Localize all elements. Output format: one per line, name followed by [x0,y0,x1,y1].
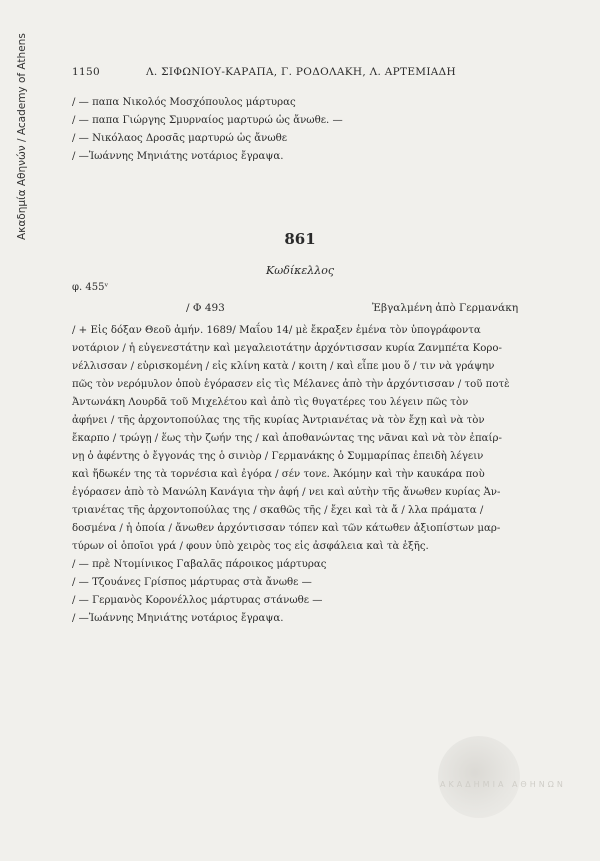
signature-line: / — παπα Γιώργης Σμυρναίος μαρτυρώ ὡς ἄνωθε. — [72,115,343,126]
folio-reference: φ. 455ᵛ [72,282,109,293]
source-note: Ἐβγαλμένη ἀπὸ Γερμανάκη [372,302,519,314]
body-line: τύρων οἱ ὁποῖοι γρά / φουν ὑπὸ χειρὸς τος εἰς ἀσφάλεια καὶ τὰ ἑξῆς. [72,541,429,552]
archive-reference: / Φ 493 [186,302,225,314]
signature-line: / —Ἰωάννης Μηνιάτης νοτάριος ἔγραψα. [72,151,284,162]
signature-line: / — Τζουάνες Γρίσπος μάρτυρας στὰ ἄνωθε — [72,577,312,588]
body-line: νοτάριον / ἡ εὐγενεστάτην καὶ μεγαλειοτάτην ἀρχόντισσαν κυρία Ζανμπέτα Κορο- [72,343,502,354]
signature-line: / — Γερμανὸς Κορονέλλος μάρτυρας στάνωθε — [72,595,323,606]
body-line: καὶ ἤδωκέν της τὰ τορνέσια καὶ ἐγόρα / σέν τονε. Ἀκόμην καὶ τὴν καυκάρα ποὺ [72,469,485,480]
academy-watermark-text: ΑΚΑΔΗΜΙΑ ΑΘΗΝΩΝ [440,780,566,789]
top-signatures [72,94,552,166]
body-line: Ἀντωνάκη Λουρδᾶ τοῦ Μιχελέτου καὶ ἀπὸ τὶς θυγατέρες του λέγειν πῶς τὸν [72,397,469,408]
archive-sidebar-label: Ακαδημία Αθηνών / Academy of Athens [16,33,28,240]
signature-line: / —Ἰωάννης Μηνιάτης νοτάριος ἔγραψα. [72,613,284,624]
signature-line: / — πρὲ Ντομίνικος Γαβαλᾶς πάροικος μάρτυρας [72,559,327,570]
body-line: ἀφήνει / τῆς ἀρχοντοπούλας της τῆς κυρίας Ἀντριανέτας νὰ τὸν ἔχῃ καὶ νὰ τὸν [72,415,485,426]
academy-seal-watermark [438,736,520,818]
signature-line: / — παπα Νικολός Μοσχόπουλος μάρτυρας [72,97,296,108]
body-line: νῃ ὁ ἀφέντης ὁ ἔγγονάς της ὁ σινιὸρ / Γερμανάκης ὁ Συμμαρίπας ἐπειδὴ λέγειν [72,451,484,462]
signature-line: / — Νικόλαος Δροσᾶς μαρτυρώ ὡς ἄνωθε [72,133,288,144]
body-line: δοσμένα / ἡ ὁποία / ἄνωθεν ἀρχόντισσαν τόπεν καὶ τῶν κάτωθεν ἀξιοπίστων μαρ- [72,523,501,534]
page-number: 1150 [72,66,100,78]
document-number: 861 [284,230,316,248]
body-line: / + Εἰς δόξαν Θεοῦ ἀμήν. 1689/ Μαΐου 14/ μὲ ἔκραξεν ἐμένα τὸν ὑπογράφοντα [72,325,481,336]
body-line: ἐγόρασεν ἀπὸ τὸ Μανώλη Κανάγια τὴν ἀφή / νει καὶ αὐτὴν τῆς ἄνωθεν κυρίας Ἀν- [72,487,501,498]
body-line: νέλλισσαν / εὑρισκομένη / εἰς κλίνη κατὰ / κοιτη / καὶ εἶπε μου ὅ / τιν νὰ γράψην [72,361,495,372]
document-body [72,322,556,628]
body-line: πῶς τὸν νερόμυλον ὁποὺ ἐγόρασεν εἰς τὶς Μέλανες ἀπὸ τὴν ἀρχόντισσαν / τοῦ ποτὲ [72,379,510,390]
body-line: τριανέτας τῆς ἀρχοντοπούλας της / σκαθῶς τῆς / ἔχει καὶ τὰ ἄ / λλα πράματα / [72,505,484,516]
document-place: Κωδίκελλος [266,264,334,277]
body-line: ἔκαρπο / τρώγῃ / ἕως τὴν ζωήν της / καὶ ἀποθανώντας της νᾶναι καὶ νὰ τὸν ἐπαίρ- [72,433,502,444]
running-title: Λ. ΣΙΦΩΝΙΟΥ-ΚΑΡΑΠΑ, Γ. ΡΟΔΟΛΑΚΗ, Λ. ΑΡΤΕΜΙΑΔΗ [146,66,457,78]
